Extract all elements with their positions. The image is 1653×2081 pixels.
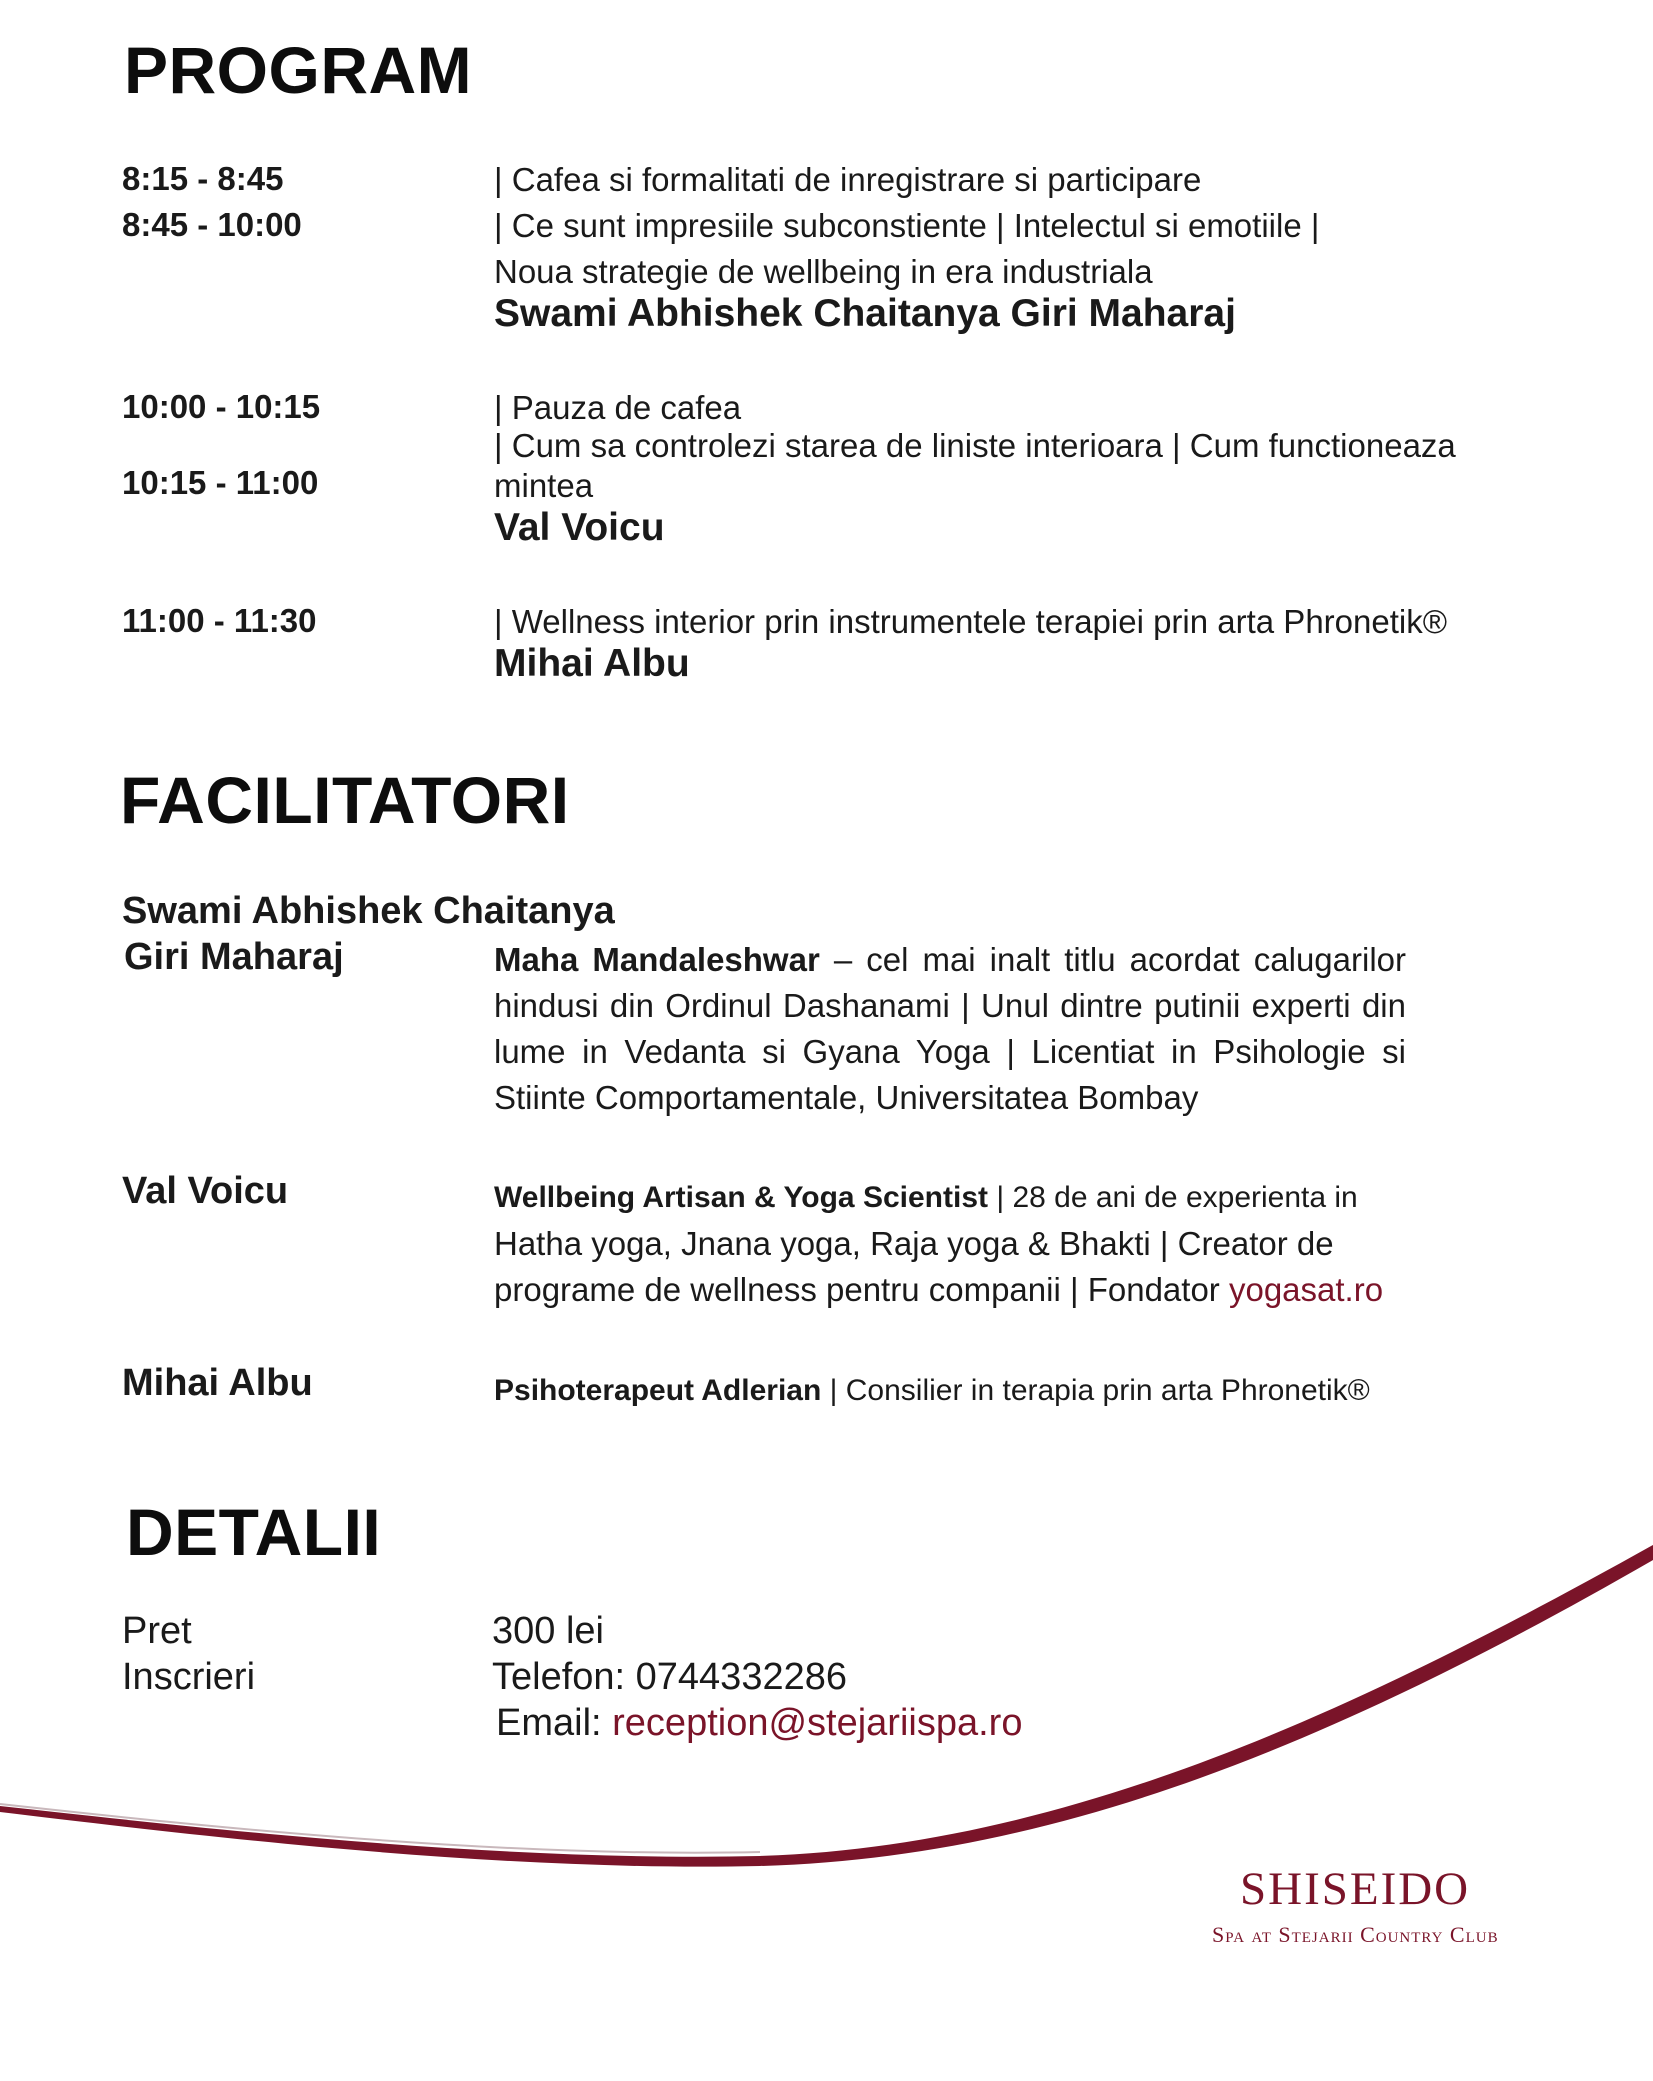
program-time: 10:15 - 11:00 [122, 464, 319, 501]
program-item-text: | Ce sunt impresiile subconstiente | Intelectul si emotiile | [494, 207, 1320, 244]
program-heading: PROGRAM [124, 33, 473, 107]
email-label: Email: [496, 1702, 613, 1744]
program-item-text: | Pauza de cafea [494, 389, 742, 426]
website-link[interactable]: yogasat.ro [1228, 1271, 1384, 1308]
program-item-text: Noua strategie de wellbeing in era industriala [494, 253, 1153, 290]
email-line [496, 1702, 1022, 1745]
program-item-text: | Cafea si formalitati de inregistrare si participare [494, 161, 1202, 198]
detalii-heading: DETALII [126, 1495, 382, 1569]
program-speaker: Swami Abhishek Chaitanya Giri Maharaj [494, 292, 1236, 335]
facilitator-title: Psihoterapeut Adlerian [494, 1374, 822, 1407]
facilitator-name: Giri Maharaj [124, 936, 344, 978]
pret-label: Pret [122, 1610, 192, 1652]
program-item-text: mintea [494, 467, 594, 504]
facilitator-bio-text: | Consilier in terapia prin arta Phronetik® [821, 1374, 1370, 1407]
facilitator-name: Swami Abhishek Chaitanya [122, 890, 615, 932]
facilitator-bio-text: – cel mai inalt titlu acordat calugarilor hindusi din Ordinul Dashanami | Unul dintre putinii experti din lume in Vedanta si Gyana Yoga | Licentiat in Psihologie si Stiinte Comportamentale, Universitatea Bombay [494, 941, 1406, 1116]
program-speaker: Mihai Albu [494, 642, 690, 685]
facilitator-bio [494, 1366, 1494, 1414]
program-time: 8:15 - 8:45 [122, 160, 284, 197]
facilitator-bio-text: programe de wellness pentru companii | Fondator [494, 1271, 1229, 1308]
program-time: 8:45 - 10:00 [122, 206, 302, 243]
facilitator-title: Maha Mandaleshwar [494, 941, 820, 978]
pret-value: 300 lei [492, 1610, 604, 1652]
inscrieri-label: Inscrieri [122, 1656, 256, 1698]
program-item-text: | Wellness interior prin instrumentele terapiei prin arta Phronetik® [494, 603, 1448, 640]
facilitatori-heading: FACILITATORI [120, 763, 570, 837]
facilitator-bio [494, 937, 1406, 1121]
facilitator-name: Mihai Albu [122, 1362, 313, 1404]
facilitator-name: Val Voicu [122, 1170, 289, 1212]
facilitator-bio-text: | 28 de ani de experienta in [988, 1181, 1358, 1214]
facilitator-title: Wellbeing Artisan & Yoga Scientist [494, 1181, 988, 1214]
telefon: Telefon: 0744332286 [492, 1656, 847, 1698]
email-link[interactable]: reception@stejariispa.ro [612, 1702, 1023, 1744]
facilitator-bio-text: Hatha yoga, Jnana yoga, Raja yoga & Bhakti | Creator de [494, 1225, 1334, 1262]
facilitator-bio [494, 1173, 1406, 1313]
logo-subtitle: Spa at Stejarii Country Club [1212, 1922, 1499, 1947]
program-time: 10:00 - 10:15 [122, 388, 321, 425]
shiseido-logo: SHISEIDO [1240, 1863, 1471, 1915]
program-speaker: Val Voicu [494, 506, 665, 549]
program-item-text: | Cum sa controlezi starea de liniste interioara | Cum functioneaza [494, 427, 1456, 464]
program-time: 11:00 - 11:30 [122, 602, 317, 639]
